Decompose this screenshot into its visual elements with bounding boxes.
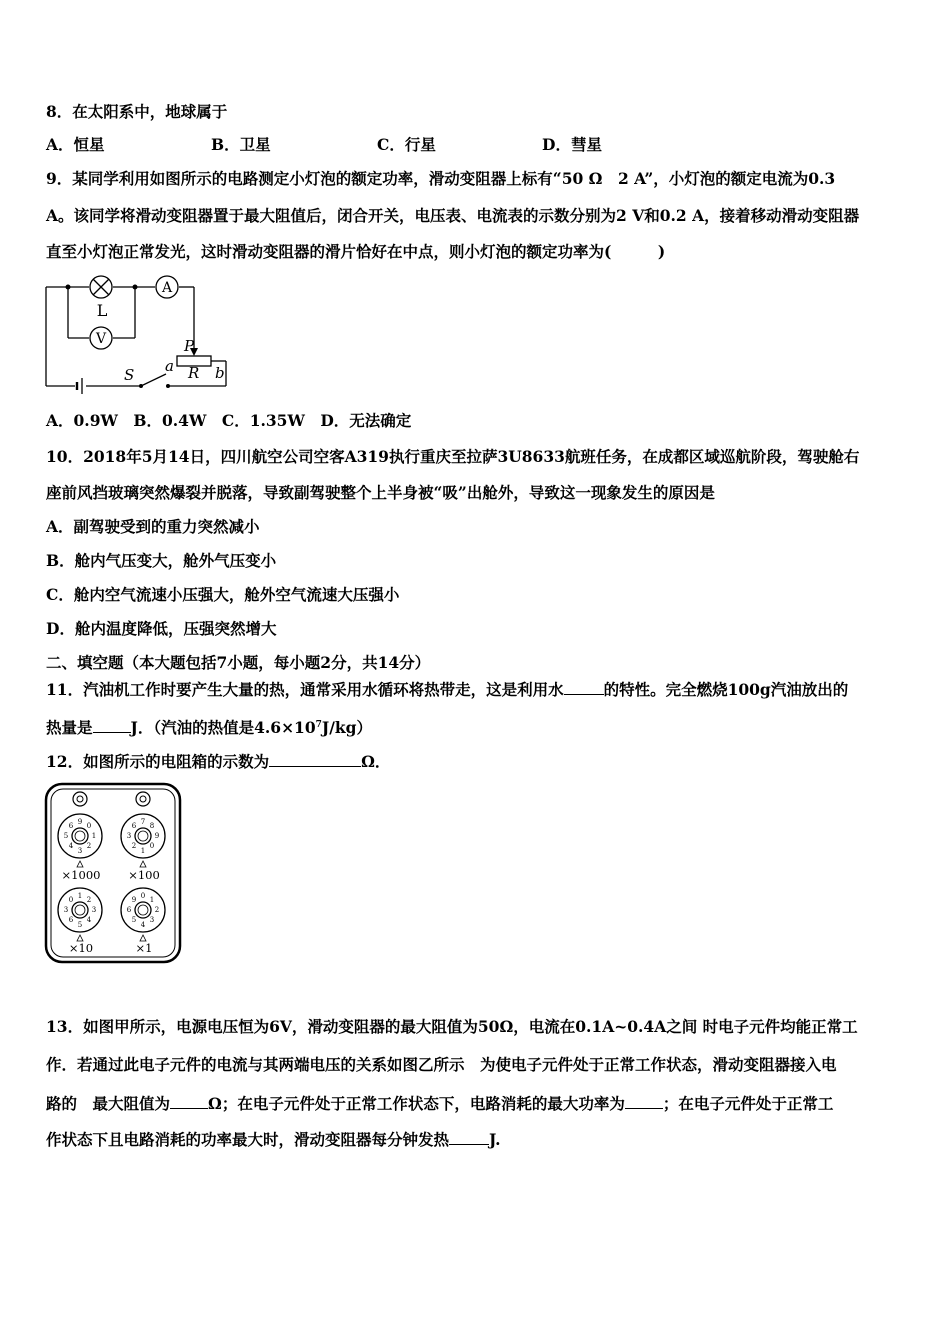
q11-line-1: [46, 678, 848, 701]
q12-blank[interactable]: [269, 750, 361, 767]
svg-text:8: 8: [149, 822, 155, 830]
resistance-box-figure: [44, 782, 182, 964]
svg-text:3: 3: [91, 906, 97, 914]
switch-label: S: [124, 366, 135, 384]
q8-option-a: A．恒星: [46, 135, 105, 154]
q8-option-d: D．彗星: [542, 135, 602, 154]
svg-text:2: 2: [154, 906, 160, 914]
q13-line-1: 13．如图甲所示，电源电压恒为6V，滑动变阻器的最大阻值为50Ω，电流在0.1A~0.4A之间 时电子元件均能正常工: [46, 1017, 858, 1036]
svg-text:1: 1: [140, 847, 146, 855]
dial-label-x100: ×100: [128, 868, 160, 882]
q10-line-1: 10．2018年5月14日，四川航空公司空客A319执行重庆至拉萨3U8633航班任务，在成都区域巡航阶段，驾驶舱右: [46, 447, 860, 466]
lamp-label: L: [96, 301, 108, 320]
svg-text:9: 9: [77, 818, 83, 826]
dial-x1000: [58, 814, 102, 858]
q13-line-3-b: Ω；在电子元件处于正常工作状态下，电路消耗的最大功率为: [208, 1094, 625, 1113]
dial-x1: [121, 888, 165, 932]
q8-option-b: B．卫星: [211, 135, 271, 154]
q13-blank-2[interactable]: [625, 1092, 663, 1109]
q11-line-2: [46, 714, 372, 739]
q10-option-b: B．舱内气压变大，舱外气压变小: [46, 551, 277, 570]
rheostat-end-b: b: [215, 364, 225, 382]
q13-line-4-a: 作状态下且电路消耗的功率最大时，滑动变阻器每分钟发热: [46, 1130, 450, 1149]
q9-line-1: 9．某同学利用如图所示的电路测定小灯泡的额定功率，滑动变阻器上标有“50 Ω 2 A”，小灯泡的额定电流为0.3: [46, 169, 836, 188]
q11-blank-2[interactable]: [93, 716, 131, 733]
q13-line-3-c: ；在电子元件处于正常工: [662, 1094, 834, 1113]
rheostat-label: R: [188, 364, 200, 382]
dial-x10: [58, 888, 102, 932]
svg-text:4: 4: [86, 916, 92, 924]
svg-text:2: 2: [86, 842, 92, 850]
dial-x100: [121, 814, 165, 858]
q10-option-c: C．舱内空气流速小压强大，舱外空气流速大压强小: [46, 585, 400, 604]
svg-text:9: 9: [131, 896, 137, 904]
q8-stem: 8．在太阳系中，地球属于: [46, 102, 228, 121]
q10-line-2: 座前风挡玻璃突然爆裂并脱落，导致副驾驶整个上半身被“吸”出舱外，导致这一现象发生的原因是: [46, 483, 715, 502]
svg-text:3: 3: [77, 847, 83, 855]
q9-line-2: A。该同学将滑动变阻器置于最大阻值后，闭合开关，电压表、电流表的示数分别为2 V和0.2 A，接着移动滑动变阻器: [46, 206, 860, 225]
svg-text:3: 3: [149, 916, 155, 924]
svg-text:5: 5: [77, 921, 83, 929]
svg-text:0: 0: [149, 842, 155, 850]
slider-label: P: [184, 337, 195, 355]
svg-text:1: 1: [77, 892, 83, 900]
dial-label-x1000: ×1000: [61, 868, 101, 882]
q12-stem-pre: 12．如图所示的电阻箱的示数为: [46, 752, 270, 771]
svg-text:6: 6: [126, 906, 132, 914]
q9-options: A．0.9W B．0.4W C．1.35W D．无法确定: [46, 411, 412, 430]
svg-text:2: 2: [86, 896, 92, 904]
q13-line-4: [46, 1128, 501, 1151]
svg-text:9: 9: [154, 832, 160, 840]
svg-text:0: 0: [86, 822, 92, 830]
dial-label-x1: ×1: [135, 941, 153, 955]
svg-text:6: 6: [68, 916, 74, 924]
q11-line-2-post: J/kg）: [321, 718, 372, 738]
svg-text:5: 5: [63, 832, 69, 840]
svg-text:0: 0: [68, 896, 74, 904]
q11-line-1-pre: 11．汽油机工作时要产生大量的热，通常采用水循环将热带走，这是利用水: [46, 680, 564, 699]
q11-blank-1[interactable]: [564, 678, 604, 695]
dial-label-x10: ×10: [68, 941, 94, 955]
svg-text:1: 1: [91, 832, 97, 840]
ammeter-symbol: A: [161, 280, 173, 296]
q13-blank-3[interactable]: [449, 1128, 489, 1145]
q10-option-d: D．舱内温度降低，压强突然增大: [46, 619, 277, 638]
q13-line-2: 作．若通过此电子元件的电流与其两端电压的关系如图乙所示 为使电子元件处于正常工作状态，滑动变阻器接入电: [46, 1055, 837, 1074]
q11-line-2-pre: 热量是: [46, 718, 93, 738]
q12-stem: [46, 750, 390, 773]
q11-line-2-mid: J．（汽油的热值是4.6×10: [130, 718, 316, 738]
svg-text:4: 4: [140, 921, 146, 929]
svg-text:1: 1: [149, 896, 155, 904]
rheostat-end-a: a: [165, 357, 174, 375]
q9-circuit-diagram: [40, 272, 240, 394]
svg-text:0: 0: [140, 892, 146, 900]
q13-line-4-b: J.: [489, 1130, 501, 1149]
svg-text:3: 3: [126, 832, 132, 840]
svg-text:4: 4: [68, 842, 74, 850]
q9-line-3: 直至小灯泡正常发光，这时滑动变阻器的滑片恰好在中点，则小灯泡的额定功率为( ): [46, 242, 666, 261]
section-2-heading: 二、填空题（本大题包括7小题，每小题2分，共14分）: [46, 653, 431, 672]
svg-text:6: 6: [131, 822, 137, 830]
q13-line-3-a: 路的 最大阻值为: [46, 1094, 171, 1113]
q11-exponent: 7: [315, 720, 322, 730]
svg-text:5: 5: [131, 916, 137, 924]
q8-option-c: C．行星: [377, 135, 436, 154]
q13-line-3: [46, 1092, 833, 1115]
svg-text:3: 3: [63, 906, 69, 914]
q10-option-a: A．副驾驶受到的重力突然减小: [46, 517, 260, 536]
q11-line-1-post: 的特性。完全燃烧100g汽油放出的: [603, 680, 849, 699]
svg-text:2: 2: [131, 842, 137, 850]
svg-text:7: 7: [140, 818, 146, 826]
voltmeter-symbol: V: [95, 331, 107, 347]
svg-text:6: 6: [68, 822, 74, 830]
q12-stem-post: Ω．: [361, 752, 391, 771]
q13-blank-1[interactable]: [170, 1092, 208, 1109]
